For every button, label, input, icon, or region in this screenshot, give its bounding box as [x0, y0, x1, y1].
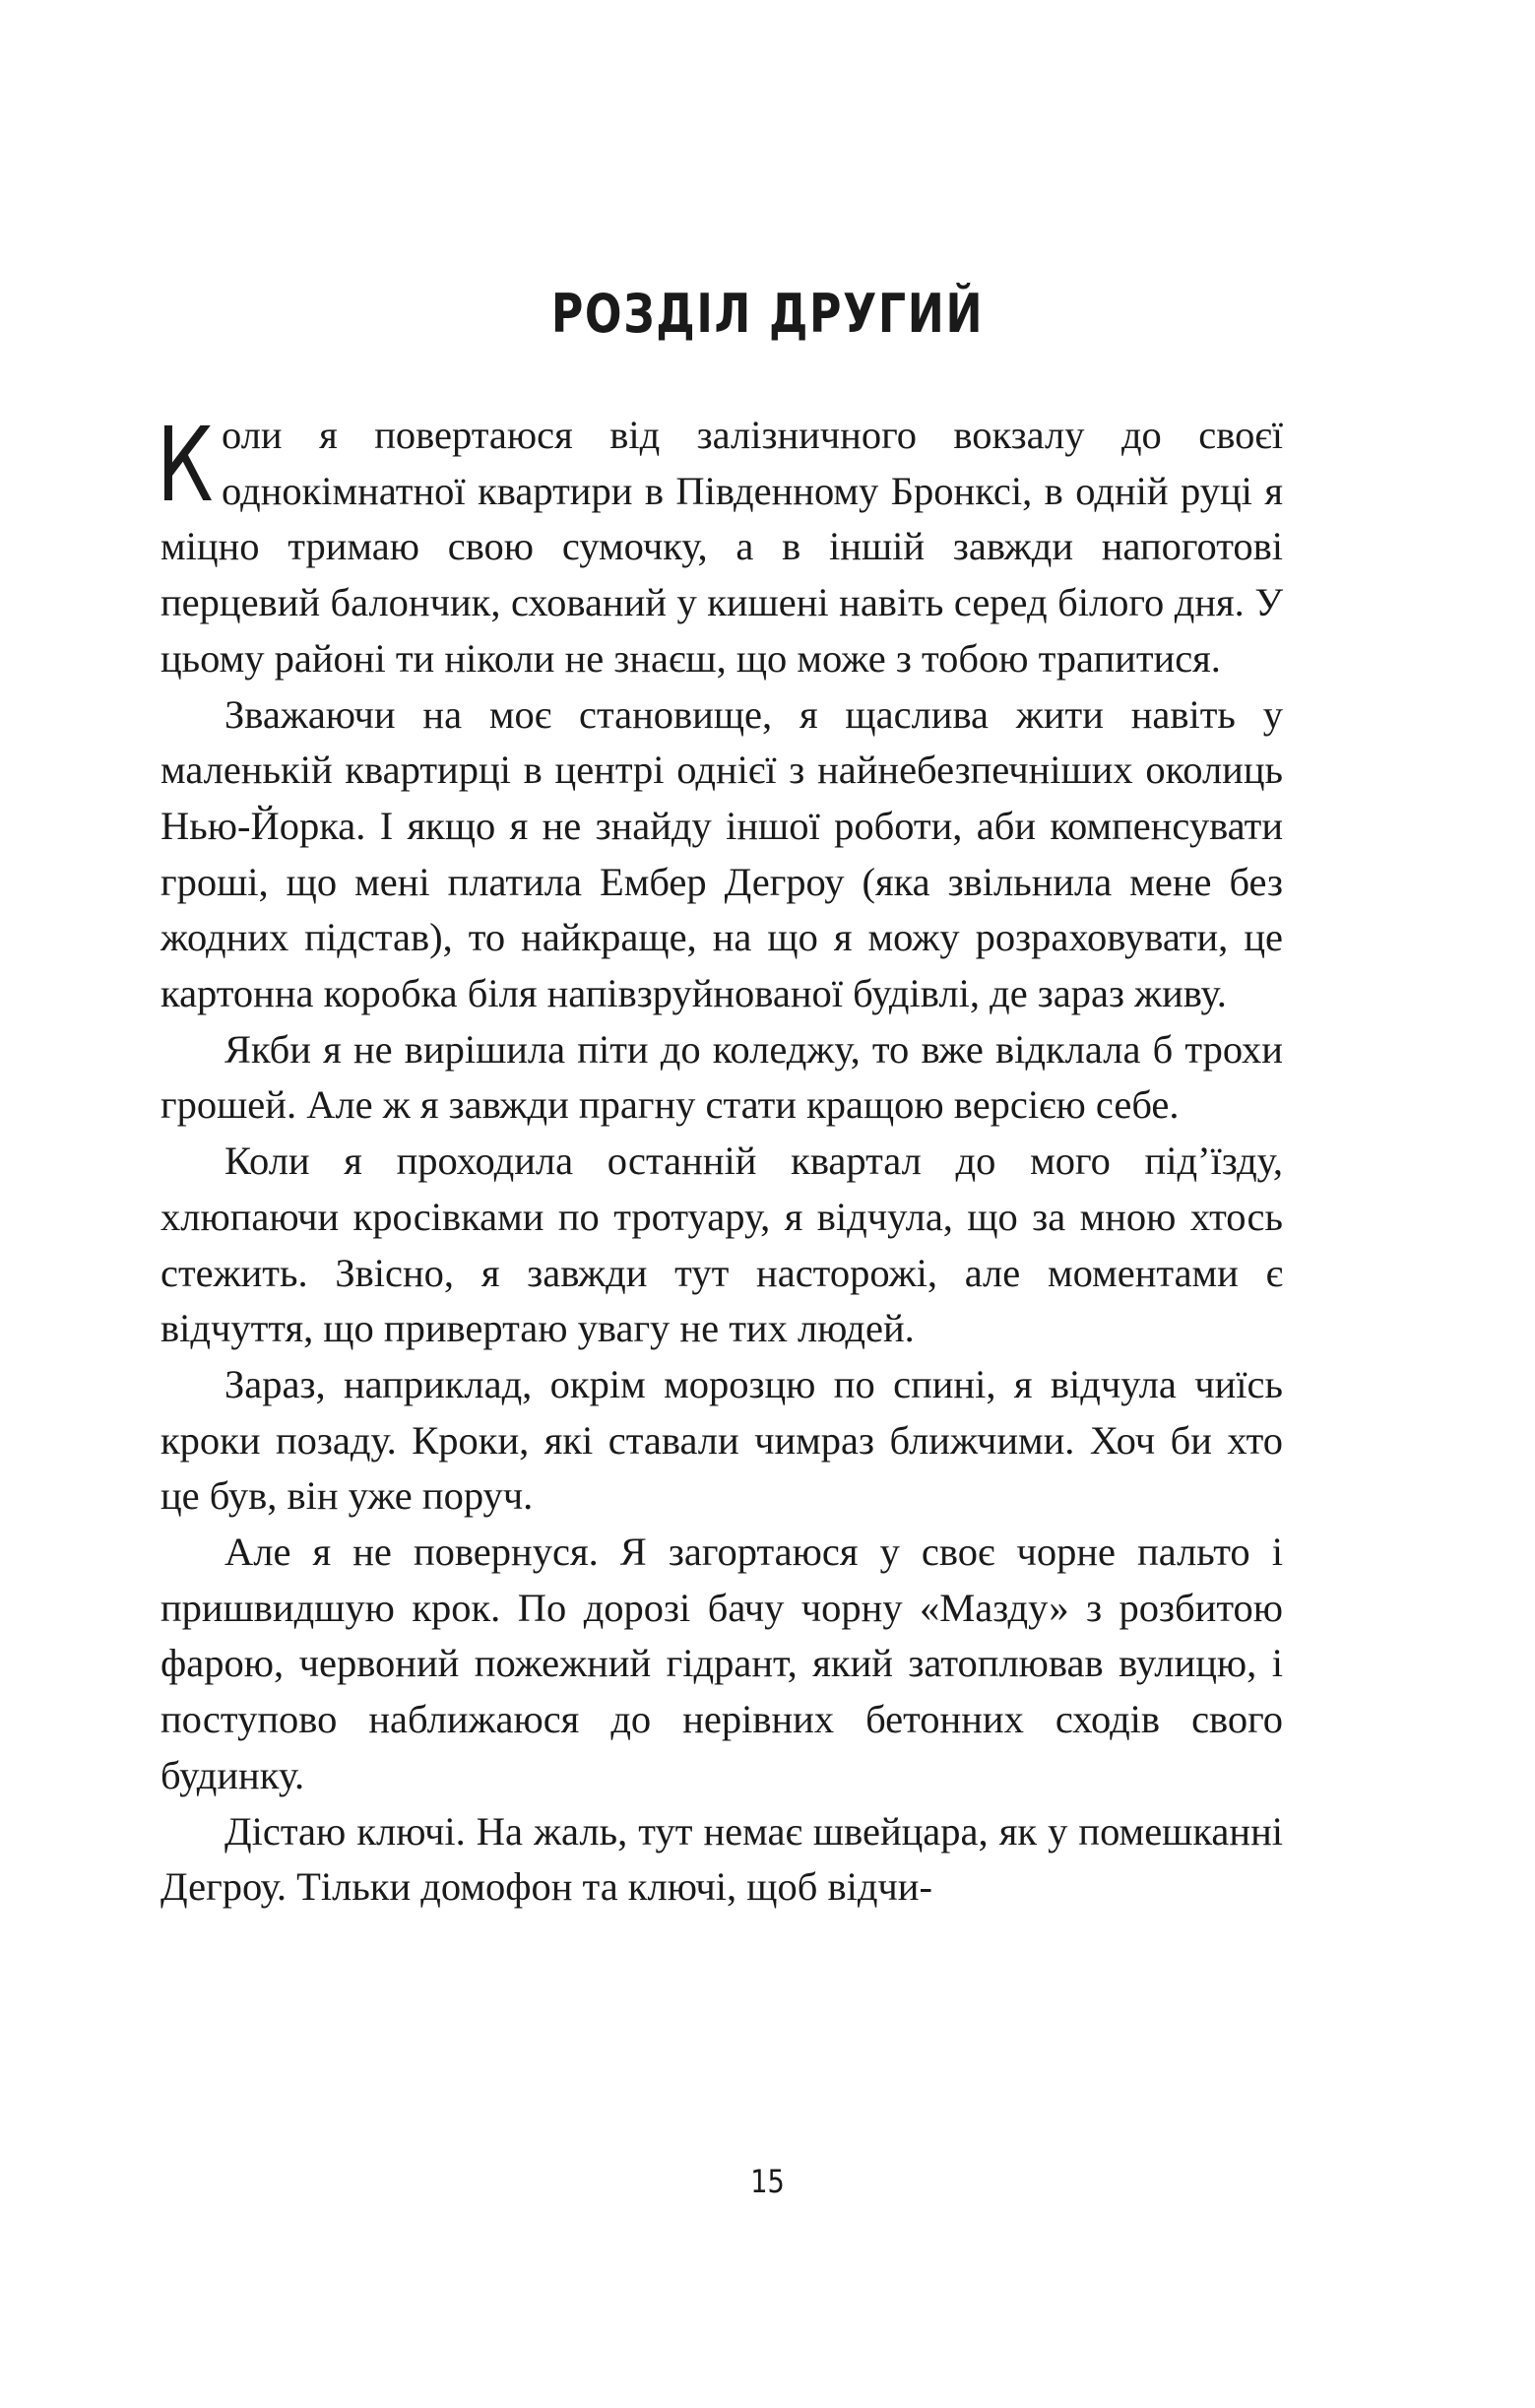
paragraph-1-text: оли я повертаюся від залізничного вокзалу до своєї однокімнатної квартири в Південному Бронксі, в одній руці я міцно тримаю свою сумочку, а в іншій завжди напоготові перцевий балончик, схований у кишені навіть серед білого дня. У цьому районі ти ніколи не знаєш, що може з тобою трапитися.	[160, 413, 1283, 681]
body-text	[157, 405, 1283, 1916]
page-number: 15	[750, 2163, 785, 2200]
paragraph-3: Якби я не вирішила піти до коледжу, то вже відклала б трохи грошей. Але ж я завжди прагну стати кращою версією себе.	[160, 1026, 1283, 1128]
paragraph-2: Зважаючи на моє становище, я щаслива жити навіть у маленькій квартирці в центрі однієї з найнебезпечніших околиць Нью-Йорка. І якщо я не знайду іншої роботи, аби компенсувати гроші, що мені платила Ембер Дегроу (яка звільнила мене без жодних підстав), то найкраще, на що я можу розраховувати, це картонна коробка біля напівзруйнованої будівлі, де зараз живу.	[160, 691, 1283, 1016]
chapter-title: РОЗДІЛ ДРУГИЙ	[550, 283, 985, 345]
drop-cap: К	[157, 405, 214, 525]
paragraph-5: Зараз, наприклад, окрім морозцю по спині, я відчула чиїсь кроки позаду. Кроки, які ставали чимраз ближчими. Хоч би хто це був, він уже поруч.	[160, 1361, 1283, 1519]
paragraph-6: Але я не повернуся. Я загортаюся у своє чорне пальто і пришвидшую крок. По дорозі бачу чорну «Мазду» з розбитою фарою, червоний пожежний гідрант, який затоплював вулицю, і поступово наближаюся до нерівних бетонних сходів свого будинку.	[160, 1529, 1283, 1797]
paragraph-7: Дістаю ключі. На жаль, тут немає швейцара, як у помешканні Дегроу. Тільки домофон та ключі, щоб відчи-	[160, 1808, 1283, 1910]
paragraph-1	[157, 405, 1283, 687]
paragraph-4: Коли я проходила останній квартал до мого під’їзду, хлюпаючи кросівками по тротуару, я відчула, що за мною хтось стежить. Звісно, я завжди тут насторожі, але моментами є відчуття, що привертаю увагу не тих людей.	[160, 1139, 1283, 1351]
